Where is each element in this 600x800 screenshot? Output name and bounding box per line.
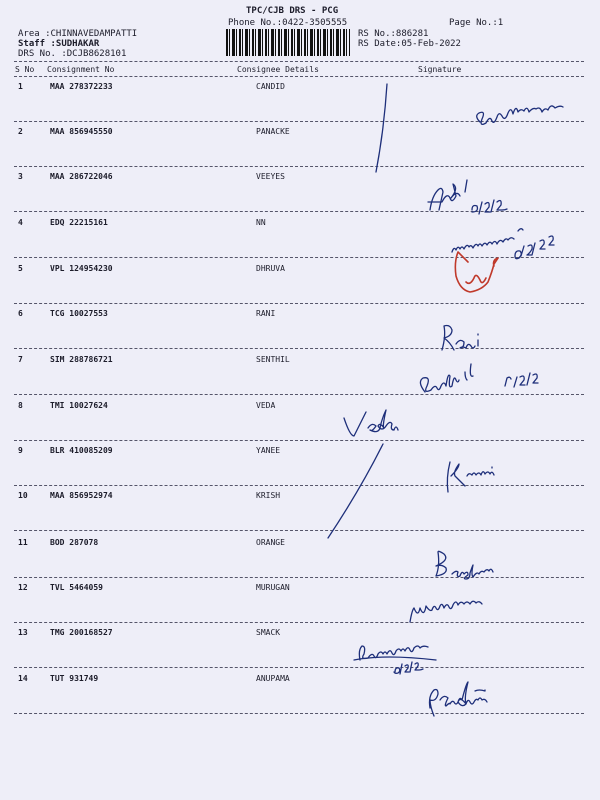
signature-scribble [394, 662, 423, 674]
strike-stroke [328, 444, 383, 538]
signature-scribble [410, 601, 482, 622]
row-consignment: TVL 5464059 [50, 583, 103, 592]
row-consignee: VEDA [256, 401, 276, 410]
signature-scribble [344, 410, 398, 436]
rs-date: RS Date:05-Feb-2022 [358, 39, 461, 49]
row-consignment: TMG 200168527 [50, 628, 113, 637]
row-divider [14, 577, 584, 578]
row-sno: 7 [18, 355, 23, 364]
row-consignee: SMACK [256, 628, 281, 637]
row-divider [14, 440, 584, 441]
row-sno: 12 [18, 583, 28, 592]
area-field: Area :CHINNAVEDAMPATTI [18, 29, 138, 39]
header-top-rule [14, 61, 584, 62]
signature-scribble [452, 229, 523, 252]
row-sno: 3 [18, 172, 23, 181]
row-consignee: ANUPAMA [256, 674, 290, 683]
row-divider [14, 211, 584, 212]
row-consignment: SIM 288786721 [50, 355, 113, 364]
row-consignment: MAA 856952974 [50, 491, 113, 500]
row-divider [14, 394, 584, 395]
row-consignee: ORANGE [256, 538, 285, 547]
row-consignment: BLR 410085209 [50, 446, 113, 455]
signature-scribble [420, 364, 473, 392]
row-consignee: VEEYES [256, 172, 285, 181]
header-bottom-rule [14, 76, 584, 77]
red-ink-mark [455, 252, 498, 292]
col-signature: Signature [418, 65, 462, 74]
row-sno: 14 [18, 674, 28, 683]
row-consignment: TUT 931749 [50, 674, 99, 683]
col-consignee: Consignee Details [237, 65, 319, 74]
row-consignee: MURUGAN [256, 583, 290, 592]
row-sno: 1 [18, 82, 23, 91]
row-divider [14, 622, 584, 623]
row-consignee: RANI [256, 309, 276, 318]
strike-stroke [376, 84, 387, 172]
row-sno: 4 [18, 218, 23, 227]
signature-scribble [359, 646, 428, 660]
row-consignee: CANDID [256, 82, 285, 91]
page-number: Page No.:1 [449, 18, 504, 28]
row-divider [14, 348, 584, 349]
row-consignment: MAA 286722046 [50, 172, 113, 181]
row-sno: 13 [18, 628, 28, 637]
row-consignee: YANEE [256, 446, 281, 455]
row-sno: 11 [18, 538, 28, 547]
row-divider [14, 121, 584, 122]
document-title: TPC/CJB DRS - PCG [246, 6, 339, 16]
row-sno: 8 [18, 401, 23, 410]
red-ink-mark [466, 275, 486, 283]
col-sno: S No [15, 65, 35, 74]
row-sno: 5 [18, 264, 23, 273]
row-divider [14, 303, 584, 304]
row-sno: 2 [18, 127, 23, 136]
col-consignment: Consignment No [47, 65, 115, 74]
signature-scribble [442, 326, 478, 351]
row-divider [14, 166, 584, 167]
row-divider [14, 713, 584, 714]
phone-number: Phone No.:0422-3505555 [228, 18, 348, 28]
row-consignee: NN [256, 218, 266, 227]
row-consignment: EDQ 22215161 [50, 218, 108, 227]
row-consignee: SENTHIL [256, 355, 290, 364]
signature-scribble [428, 180, 467, 210]
row-consignment: TMI 10027624 [50, 401, 108, 410]
row-divider [14, 530, 584, 531]
row-sno: 6 [18, 309, 23, 318]
row-consignee: KRISH [256, 491, 281, 500]
row-divider [14, 485, 584, 486]
drs-number: DRS No. :DCJB8628101 [18, 49, 127, 59]
row-consignment: MAA 278372233 [50, 82, 113, 91]
barcode [226, 29, 350, 56]
underline-stroke [354, 657, 436, 660]
row-consignee: PANACKE [256, 127, 290, 136]
staff-field: Staff :SUDHAKAR [18, 39, 100, 49]
row-consignment: MAA 856945550 [50, 127, 113, 136]
rs-number: RS No.:886281 [358, 29, 429, 39]
row-consignment: BOD 287078 [50, 538, 99, 547]
row-consignment: TCG 10027553 [50, 309, 108, 318]
signature-scribble [515, 236, 554, 259]
row-consignment: VPL 124954230 [50, 264, 113, 273]
signature-scribble [436, 551, 493, 579]
signature-scribble [505, 373, 538, 387]
row-divider [14, 257, 584, 258]
signature-scribble [430, 682, 488, 716]
signature-scribble [447, 462, 494, 492]
row-consignee: DHRUVA [256, 264, 285, 273]
row-sno: 9 [18, 446, 23, 455]
row-sno: 10 [18, 491, 28, 500]
row-divider [14, 667, 584, 668]
